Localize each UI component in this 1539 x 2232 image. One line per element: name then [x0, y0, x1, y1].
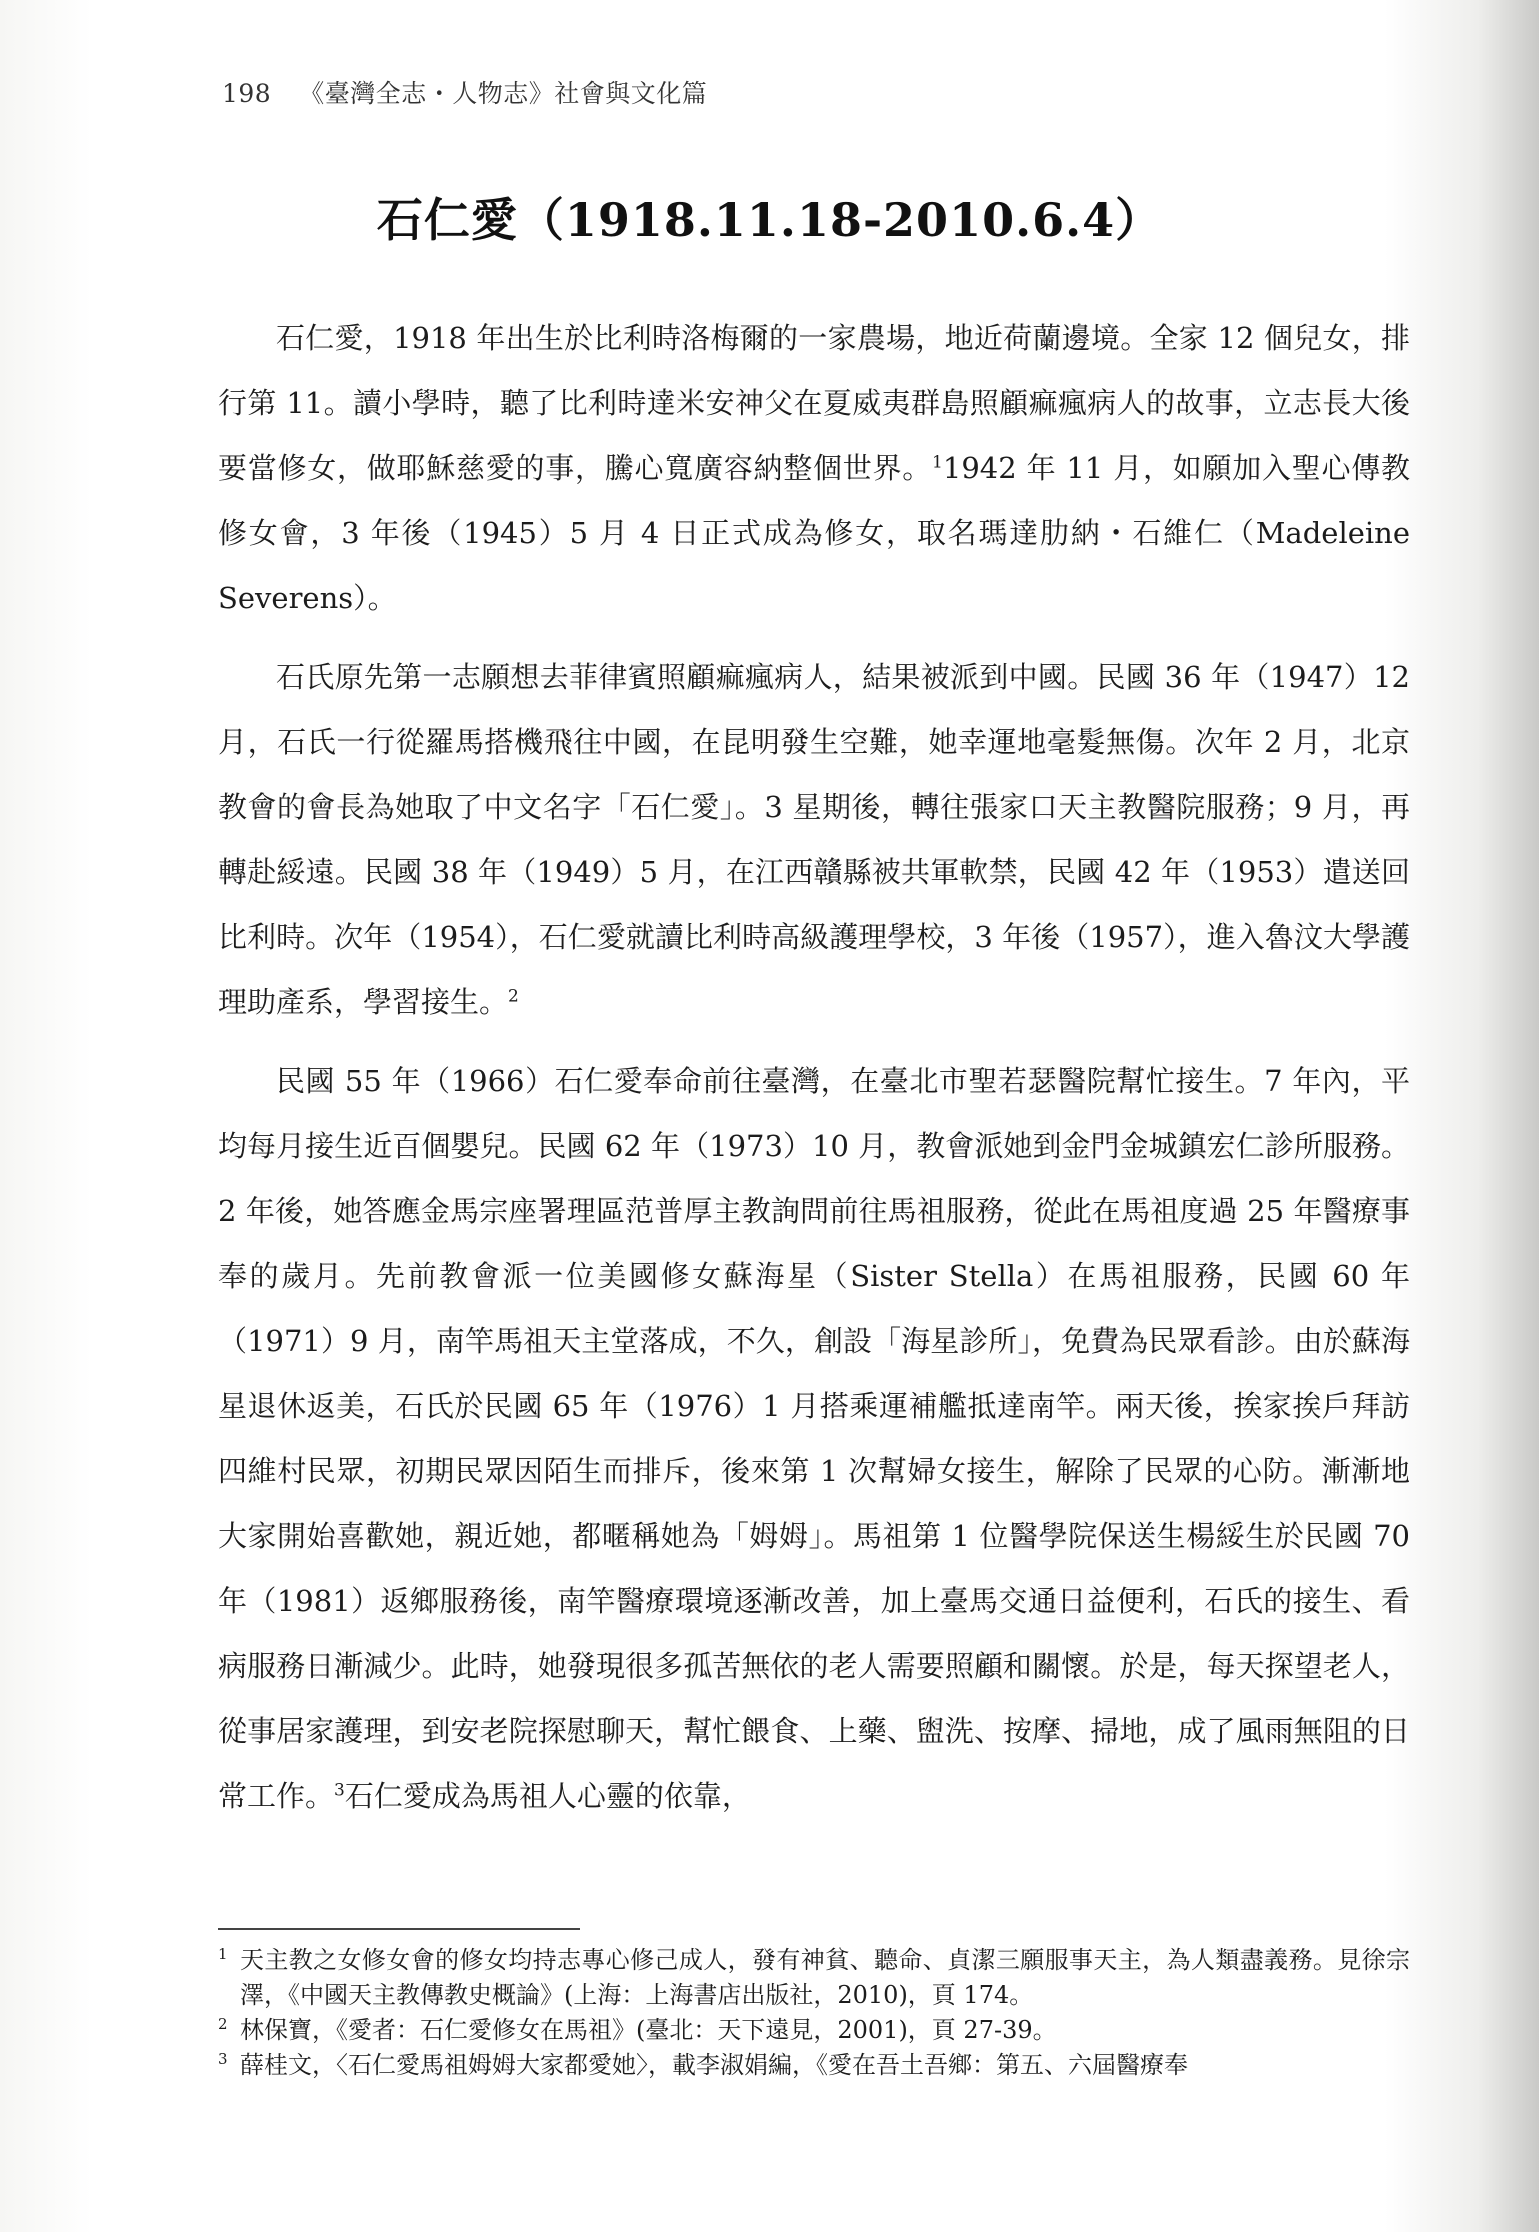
- footnote-number: 2: [218, 2015, 228, 2033]
- footnote: [218, 2048, 1410, 2083]
- body-paragraph: [218, 645, 1410, 1035]
- footnote-text: 林保寶，《愛者：石仁愛修女在馬祖》(臺北：天下遠見，2001)，頁 27-39。: [240, 2016, 1057, 2044]
- footnote-number: 1: [218, 1945, 228, 1963]
- paragraph-text: 石氏原先第一志願想去菲律賓照顧痲瘋病人，結果被派到中國。民國 36 年（1947）12 月，石氏一行從羅馬搭機飛往中國，在昆明發生空難，她幸運地毫髮無傷。次年 2 月，北京教會的會長為她取了中文名字「石仁愛」。3 星期後，轉往張家口天主教醫院服務；9 月，再轉赴綏遠。民國 38 年（1949）5 月，在江西贛縣被共軍軟禁，民國 42 年（1953）遣送回比利時。次年（1954），石仁愛就讀比利時高級護理學校，3 年後（1957），進入魯汶大學護理助產系，學習接生。: [218, 660, 1410, 1019]
- footnote-divider: [218, 1928, 580, 1930]
- footnote-ref[interactable]: 1: [932, 452, 943, 473]
- footnote-number: 3: [218, 2050, 228, 2068]
- page-number: 198: [222, 79, 272, 108]
- article-title: 石仁愛（1918.11.18-2010.6.4）: [376, 193, 1163, 247]
- footnote: [218, 1943, 1410, 2013]
- footnote: [218, 2013, 1410, 2048]
- footnote-ref[interactable]: 3: [334, 1780, 345, 1801]
- running-header: [222, 74, 707, 110]
- paragraph-text: 民國 55 年（1966）石仁愛奉命前往臺灣，在臺北市聖若瑟醫院幫忙接生。7 年內，平均每月接生近百個嬰兒。民國 62 年（1973）10 月，教會派她到金門金城鎮宏仁診所服務。2 年後，她答應金馬宗座署理區范普厚主教詢問前往馬祖服務，從此在馬祖度過 25 年醫療事奉的歲月。先前教會派一位美國修女蘇海星（Sister Stella）在馬祖服務，民國 60 年（1971）9 月，南竿馬祖天主堂落成，不久，創設「海星診所」，免費為民眾看診。由於蘇海星退休返美，石氏於民國 65 年（1976）1 月搭乘運補艦抵達南竿。兩天後，挨家挨戶拜訪四維村民眾，初期民眾因陌生而排斥，後來第 1 次幫婦女接生，解除了民眾的心防。漸漸地大家開始喜歡她，親近她，都暱稱她為「姆姆」。馬祖第 1 位醫學院保送生楊綏生於民國 70 年（1981）返鄉服務後，南竿醫療環境逐漸改善，加上臺馬交通日益便利，石氏的接生、看病服務日漸減少。此時，她發現很多孤苦無依的老人需要照顧和關懷。於是，每天探望老人，從事居家護理，到安老院探慰聊天，幫忙餵食、上藥、盥洗、按摩、掃地，成了風雨無阻的日常工作。: [218, 1064, 1410, 1813]
- paragraph-text: 1942 年 11 月，如願加入聖心傳教修女會，3 年後（1945）5 月 4 日正式成為修女，取名瑪達肋納・石維仁（Madeleine Severens）。: [218, 451, 1411, 615]
- footnote-text: 薛桂文，〈石仁愛馬祖姆姆大家都愛她〉，載李淑娟編，《愛在吾土吾鄉：第五、六屆醫療奉: [240, 2051, 1188, 2079]
- footnote-text: 天主教之女修女會的修女均持志專心修己成人，發有神貧、聽命、貞潔三願服事天主，為人類盡義務。見徐宗澤，《中國天主教傳教史概論》(上海：上海書店出版社，2010)，頁 174。: [240, 1946, 1410, 2009]
- footnote-ref[interactable]: 2: [508, 986, 519, 1007]
- paragraph-text: 石仁愛成為馬祖人心靈的依靠，: [344, 1779, 751, 1813]
- body-paragraph: [218, 306, 1410, 631]
- article-body: [218, 306, 1410, 1843]
- paragraph-text: 石仁愛，1918 年出生於比利時洛梅爾的一家農場，地近荷蘭邊境。全家 12 個兒女，排行第 11。讀小學時，聽了比利時達米安神父在夏威夷群島照顧痲瘋病人的故事，立志長大後要當修女，做耶穌慈愛的事，騰心寬廣容納整個世界。: [218, 321, 1410, 485]
- footnotes: [218, 1943, 1410, 2083]
- body-paragraph: [218, 1049, 1410, 1829]
- book-title: 《臺灣全志・人物志》社會與文化篇: [299, 79, 708, 108]
